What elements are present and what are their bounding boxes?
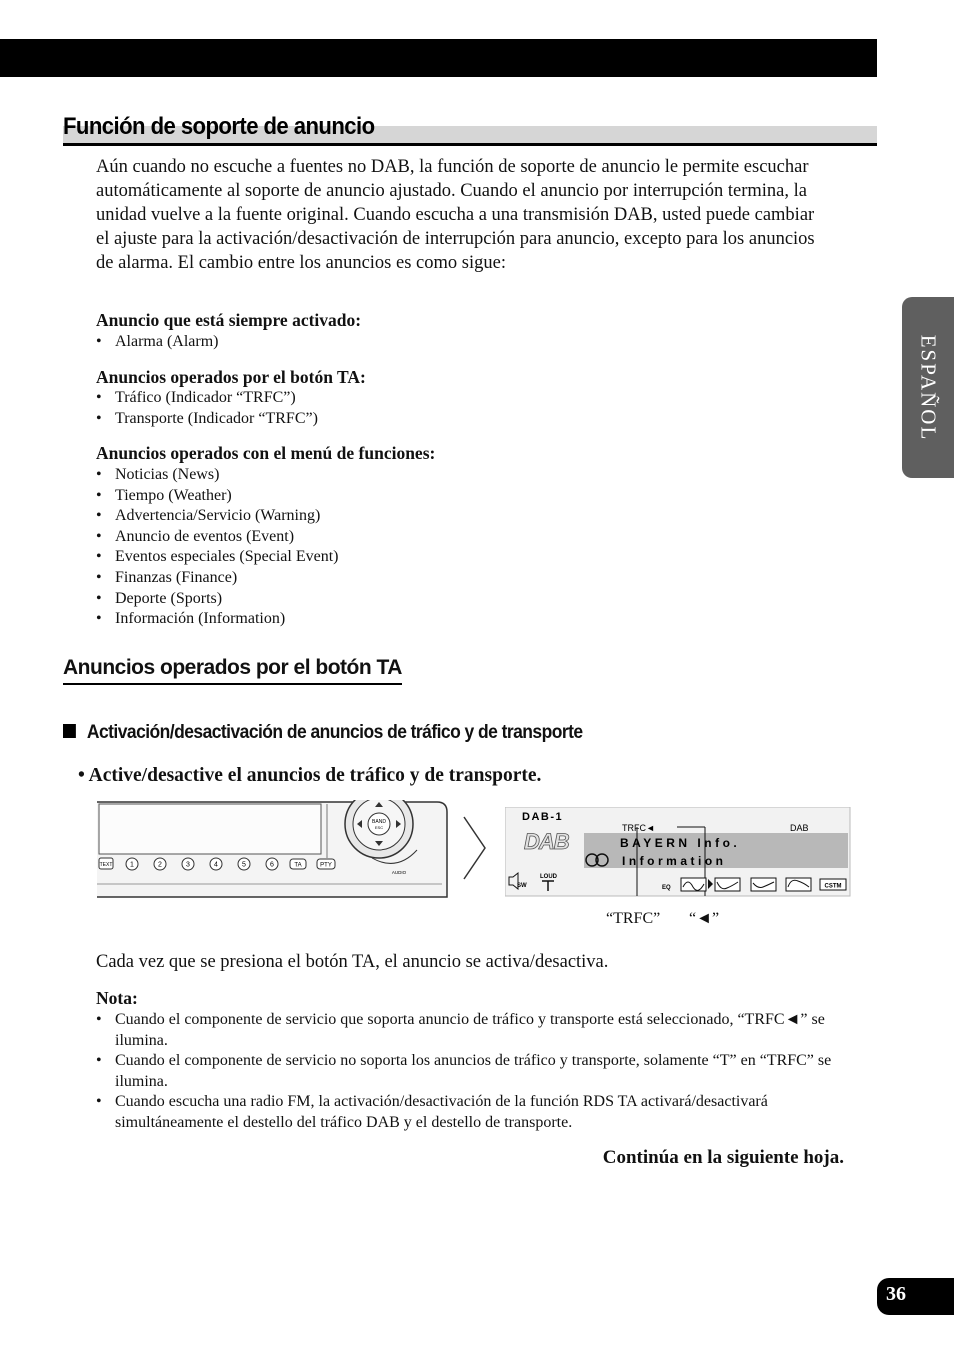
esc-label: ESC: [374, 825, 384, 830]
display-line-2: Information: [622, 854, 727, 868]
list-item: • Tiempo (Weather): [96, 486, 338, 507]
list-ta-button: [96, 388, 318, 429]
list-item: • Advertencia/Servicio (Warning): [96, 506, 338, 527]
display-dab-logo: DAB: [524, 829, 569, 854]
unit-button-label: PTY: [320, 862, 332, 869]
list-always-on: [96, 332, 219, 353]
figure-arrow-icon: [462, 815, 488, 881]
ta-description: Cada vez que se presiona el botón TA, el anuncio se activa/desactiva.: [96, 952, 609, 972]
display-source: DAB-1: [522, 811, 564, 823]
nota-title: Nota:: [96, 988, 138, 1008]
list-function-menu: [96, 465, 338, 630]
display-eq: EQ: [662, 885, 671, 891]
continued-note: Continúa en la siguiente hoja.: [602, 1147, 844, 1168]
group-title-function-menu: Anuncios operados con el menú de funciones:: [96, 443, 436, 463]
subsection-title: Activación/desactivación de anuncios de tráfico y de transporte: [86, 722, 583, 743]
display-cstm: CSTM: [824, 883, 842, 890]
list-item: • Anuncio de eventos (Event): [96, 527, 338, 548]
section-heading: [63, 112, 877, 146]
unit-button-label: 2: [158, 861, 162, 869]
list-item: • Transporte (Indicador “TRFC”): [96, 409, 318, 430]
display-trfc: TRFC◄: [622, 823, 655, 833]
band-label: BAND: [372, 819, 386, 825]
display-dab: DAB: [790, 823, 809, 833]
eq-curves: [681, 878, 846, 891]
list-item: • Alarma (Alarm): [96, 332, 219, 353]
display-illustration: [505, 807, 851, 897]
nota-list: [96, 1010, 856, 1134]
unit-button-label: 6: [270, 861, 274, 869]
list-item: • Cuando el componente de servicio que soporta anuncio de tráfico y transporte está seleccionado, “TRFC◄” se ilumina.: [96, 1010, 856, 1051]
group-title-always-on: Anuncio que está siempre activado:: [96, 310, 362, 330]
list-item: • Cuando el componente de servicio no soporta los anuncios de tráfico y transporte, solamente “T” en “TRFC” se ilumina.: [96, 1051, 856, 1092]
language-tab-label: ESPAÑOL: [916, 334, 941, 441]
subsection-heading: [63, 722, 583, 744]
unit-button-label: TEXT: [99, 862, 113, 868]
group-title-ta-button: Anuncios operados por el botón TA:: [96, 367, 366, 387]
unit-button-label: 5: [242, 861, 246, 869]
page-number-tab: [877, 1278, 954, 1315]
list-item: • Deporte (Sports): [96, 589, 338, 610]
unit-button-label: TA: [294, 862, 302, 869]
page-title: Función de soporte de anuncio: [63, 113, 375, 140]
display-loud: LOUD: [540, 874, 557, 880]
section2-title: Anuncios operados por el botón TA: [63, 656, 402, 685]
eq-curve-4-icon: [786, 878, 811, 891]
unit-display-window: [99, 804, 321, 854]
callout-trfc: “TRFC”: [606, 910, 661, 927]
unit-button-row: [99, 858, 335, 870]
header-bar: [0, 39, 877, 77]
step-instruction: • Active/desactive el anuncios de tráfico y de transporte.: [78, 765, 542, 786]
list-item: • Eventos especiales (Special Event): [96, 547, 338, 568]
callout-arrow: “◄”: [689, 910, 720, 927]
unit-button-label: 3: [186, 861, 190, 869]
list-item: • Cuando escucha una radio FM, la activación/desactivación de la función RDS TA activará/desactivará simultáneamente el destello del tráfico DAB y el destello de transporte.: [96, 1092, 856, 1133]
intro-paragraph: Aún cuando no escuche a fuentes no DAB, la función de soporte de anuncio le permite escuchar automáticamente al soporte de anuncio ajustado. Cuando el anuncio por interrupción termina, la unidad vuelve a la fuente original. Cuando escucha a una transmisión DAB, usted puede cambiar el ajuste para la activación/desactivación de interrupción para anuncio, excepto para los anuncios de alarma. El cambio entre los anuncios es como sigue:: [96, 157, 815, 273]
audio-label: AUDIO: [391, 870, 407, 875]
unit-button-label: 1: [130, 861, 134, 869]
display-line-1: BAYERN Info.: [620, 836, 741, 850]
list-item: • Tráfico (Indicador “TRFC”): [96, 388, 318, 409]
language-tab: [902, 297, 954, 478]
list-item: • Información (Information): [96, 609, 338, 630]
list-item: • Noticias (News): [96, 465, 338, 486]
list-item: • Finanzas (Finance): [96, 568, 338, 589]
unit-button-label: 4: [214, 861, 218, 869]
head-unit-illustration: [97, 800, 449, 900]
page-number: 36: [886, 1283, 906, 1305]
display-sw: SW: [517, 883, 527, 889]
square-bullet-icon: [63, 724, 76, 738]
